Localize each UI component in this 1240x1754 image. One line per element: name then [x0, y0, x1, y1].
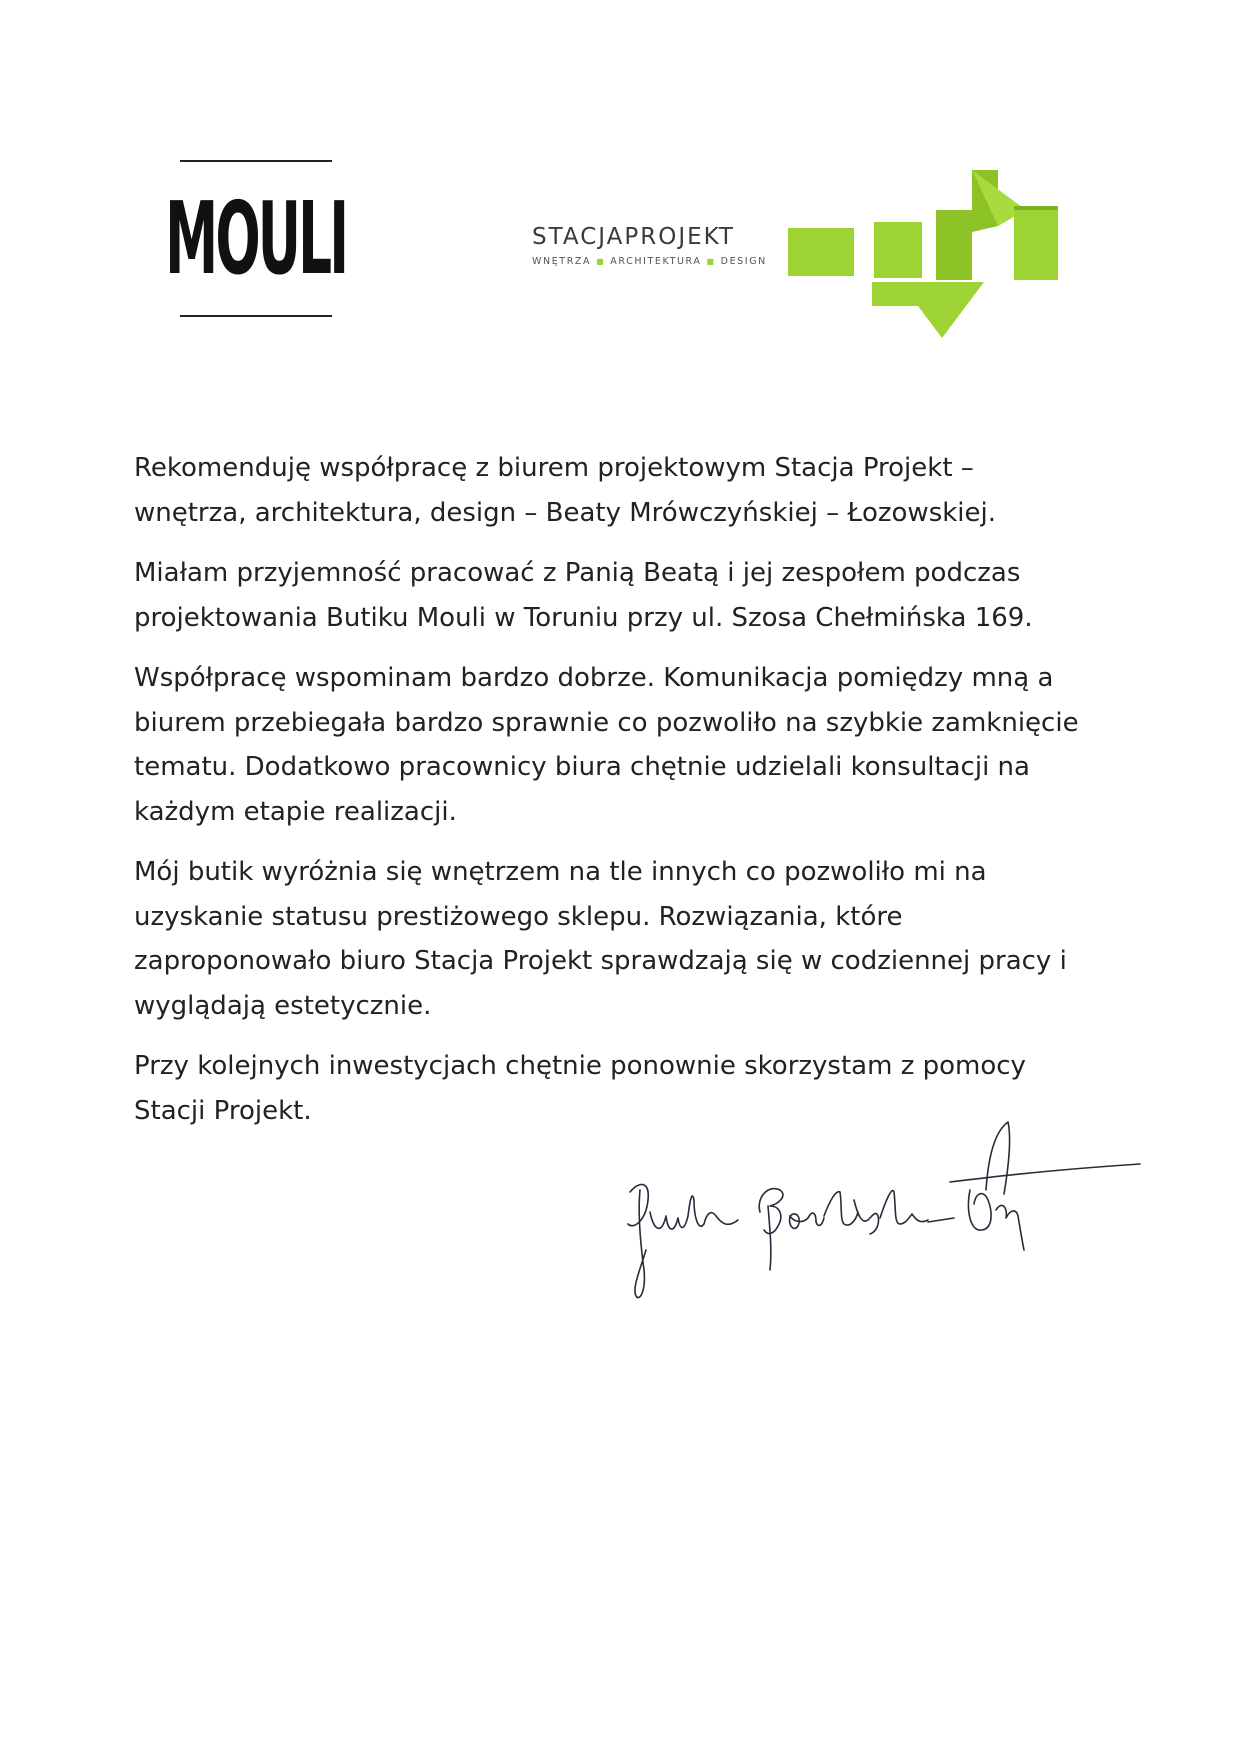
mouli-wordmark: [165, 180, 347, 298]
square-bullet-icon: ■: [596, 257, 606, 266]
letter-body: [134, 446, 1094, 1149]
handwritten-signature: [610, 1120, 1170, 1310]
square-bullet-icon: ■: [706, 257, 716, 266]
letter-paragraph: Mój butik wyróżnia się wnętrzem na tle innych co pozwoliło mi na uzyskanie statusu prestiżowego sklepu. Rozwiązania, które zaproponowało biuro Stacja Projekt sprawdzają się w codziennej pracy i wyglądają estetycznie.: [134, 857, 1067, 1021]
tagline-item: WNĘTRZA: [532, 256, 592, 267]
tagline-item: DESIGN: [720, 256, 767, 267]
logo-rule-bottom: [180, 315, 332, 317]
mouli-logo-text: MOULI: [165, 180, 347, 298]
stacja-projekt-tagline: [532, 256, 772, 267]
letter-paragraph: Współpracę wspominam bardzo dobrze. Komunikacja pomiędzy mną a biurem przebiegała bardzo sprawnie co pozwoliło na szybkie zamknięcie tematu. Dodatkowo pracownicy biura chętnie udzielali konsultacji na każdym etapie realizacji.: [134, 663, 1079, 827]
letter-paragraph: Rekomenduję współpracę z biurem projektowym Stacja Projekt – wnętrza, architektura, design – Beaty Mrówczyńskiej – Łozowskiej.: [134, 453, 996, 528]
tagline-item: ARCHITEKTURA: [610, 256, 702, 267]
stacja-projekt-name: STACJAPROJEKT: [532, 224, 735, 250]
stacja-projekt-logo-mark-icon: [788, 170, 1060, 338]
logo-rule-top: [180, 160, 332, 162]
stacja-projekt-wordmark: [532, 224, 772, 267]
letter-paragraph: Miałam przyjemność pracować z Panią Beatą i jej zespołem podczas projektowania Butiku Mouli w Toruniu przy ul. Szosa Chełmińska 169.: [134, 558, 1033, 633]
letter-paragraph: Przy kolejnych inwestycjach chętnie ponownie skorzystam z pomocy Stacji Projekt.: [134, 1051, 1026, 1126]
mouli-logo: [165, 160, 347, 317]
